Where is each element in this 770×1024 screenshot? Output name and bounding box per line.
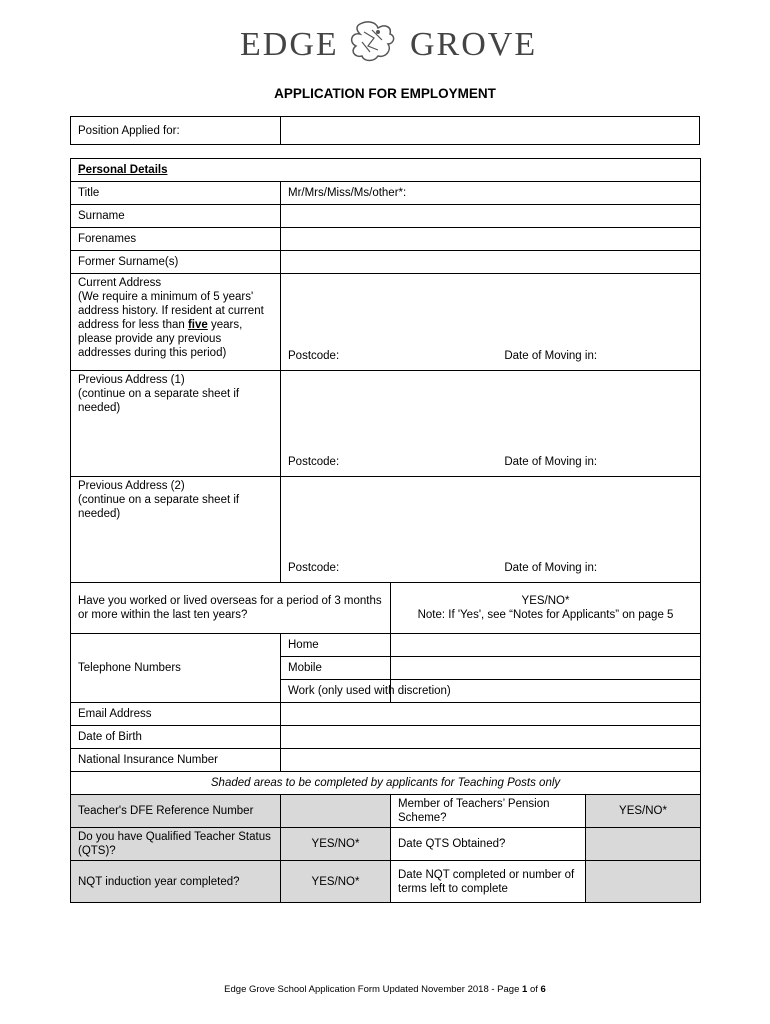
qts-date-label: Date QTS Obtained? xyxy=(391,828,586,861)
page-number: 1 xyxy=(522,984,528,995)
title-label: Title xyxy=(71,182,281,205)
current-address-field[interactable] xyxy=(281,274,701,371)
position-field[interactable] xyxy=(281,117,700,145)
date-moving-label: Date of Moving in: xyxy=(504,562,598,574)
page-total: 6 xyxy=(540,984,546,995)
email-field[interactable] xyxy=(281,703,701,726)
page-footer: Edge Grove School Application Form Updated November 2018 - Page 1 of 6 xyxy=(224,984,546,995)
nqt-date-field[interactable] xyxy=(586,861,701,903)
nqt-answer[interactable]: YES/NO* xyxy=(281,861,391,903)
previous-address-2-label: Previous Address (2) (continue on a separate sheet if needed) xyxy=(71,477,281,583)
dfe-label: Teacher's DFE Reference Number xyxy=(71,795,281,828)
forenames-field[interactable] xyxy=(281,228,701,251)
school-logo xyxy=(0,18,770,66)
page-title: APPLICATION FOR EMPLOYMENT xyxy=(274,86,496,101)
pension-answer[interactable]: YES/NO* xyxy=(586,795,701,828)
postcode-label: Postcode: xyxy=(288,562,340,574)
date-moving-label: Date of Moving in: xyxy=(504,350,598,362)
nqt-label: NQT induction year completed? xyxy=(71,861,281,903)
griffin-crest-icon xyxy=(338,18,408,66)
former-surname-field[interactable] xyxy=(281,251,701,274)
previous-address-2-field[interactable] xyxy=(281,477,701,583)
forenames-label: Forenames xyxy=(71,228,281,251)
telephone-label: Telephone Numbers xyxy=(71,634,281,703)
former-surname-label: Former Surname(s) xyxy=(71,251,281,274)
position-table xyxy=(70,116,700,145)
postcode-label: Postcode: xyxy=(288,350,340,362)
postcode-label: Postcode: xyxy=(288,456,340,468)
previous-address-1-field[interactable] xyxy=(281,371,701,477)
ni-label: National Insurance Number xyxy=(71,749,281,772)
personal-details-table xyxy=(70,158,701,903)
surname-label: Surname xyxy=(71,205,281,228)
logo-word-grove: GROVE xyxy=(410,26,538,63)
home-phone-label: Home xyxy=(281,634,391,657)
qts-date-field[interactable] xyxy=(586,828,701,861)
personal-details-heading: Personal Details xyxy=(71,159,701,182)
email-label: Email Address xyxy=(71,703,281,726)
ni-field[interactable] xyxy=(281,749,701,772)
mobile-phone-field[interactable] xyxy=(391,657,701,680)
dob-field[interactable] xyxy=(281,726,701,749)
overseas-answer[interactable]: YES/NO* Note: If 'Yes', see “Notes for Applicants” on page 5 xyxy=(391,583,701,634)
previous-address-1-label: Previous Address (1) (continue on a separate sheet if needed) xyxy=(71,371,281,477)
date-moving-label: Date of Moving in: xyxy=(504,456,598,468)
overseas-question: Have you worked or lived overseas for a period of 3 months or more within the last ten years? xyxy=(71,583,391,634)
title-field[interactable]: Mr/Mrs/Miss/Ms/other*: xyxy=(281,182,701,205)
dfe-field[interactable] xyxy=(281,795,391,828)
position-label: Position Applied for: xyxy=(71,117,281,145)
mobile-phone-label: Mobile xyxy=(281,657,391,680)
qts-answer[interactable]: YES/NO* xyxy=(281,828,391,861)
qts-label: Do you have Qualified Teacher Status (QTS)? xyxy=(71,828,281,861)
logo-word-edge: EDGE xyxy=(240,26,339,63)
pension-label: Member of Teachers’ Pension Scheme? xyxy=(391,795,586,828)
teaching-note: Shaded areas to be completed by applicants for Teaching Posts only xyxy=(71,772,701,795)
dob-label: Date of Birth xyxy=(71,726,281,749)
home-phone-field[interactable] xyxy=(391,634,701,657)
surname-field[interactable] xyxy=(281,205,701,228)
current-address-label: Current Address (We require a minimum of 5 years' address history. If resident at current address for less than five years, please provide any previous addresses during this period) xyxy=(71,274,281,371)
nqt-date-label: Date NQT completed or number of terms left to complete xyxy=(391,861,586,903)
work-phone-label: Work (only used with discretion) xyxy=(281,680,391,703)
